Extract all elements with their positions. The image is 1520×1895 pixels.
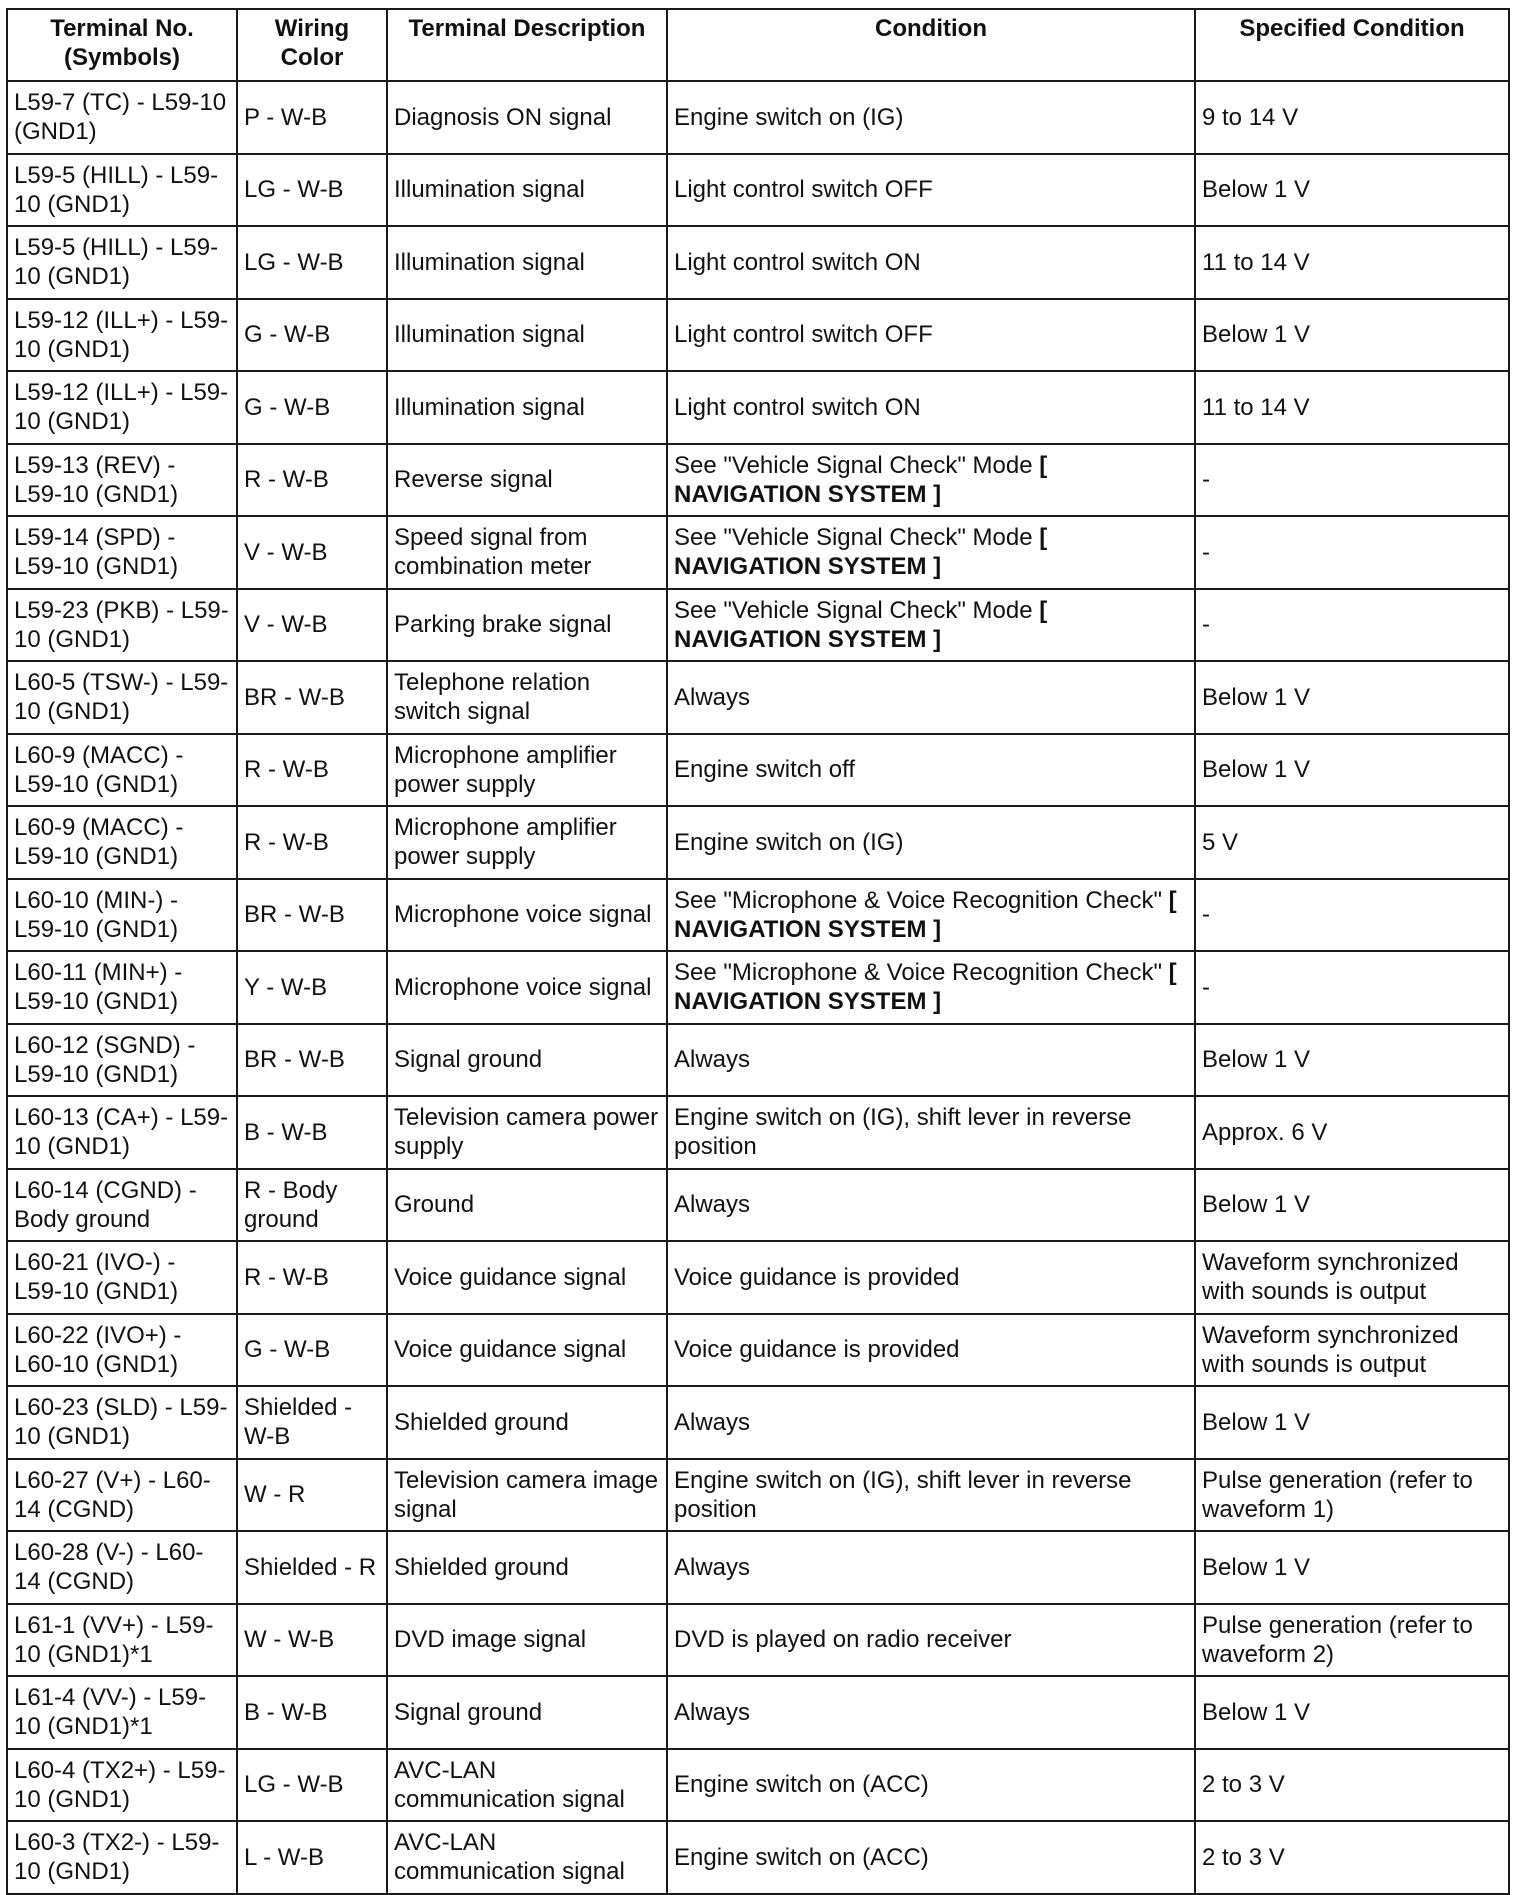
cell-wiring-color: G - W-B <box>237 299 387 372</box>
table-header <box>7 9 1509 81</box>
condition-text: Engine switch on (IG) <box>674 828 904 856</box>
cell-condition <box>667 734 1195 807</box>
condition-reference-link[interactable]: [ NAVIGATION SYSTEM ] <box>674 596 1048 653</box>
condition-text: Light control switch OFF <box>674 176 933 204</box>
table-row <box>7 516 1509 589</box>
header-terminal: Terminal No. (Symbols) <box>7 9 237 81</box>
terminal-specification-table <box>6 8 1510 1895</box>
table-row <box>7 1169 1509 1242</box>
cell-specified-condition: - <box>1195 589 1509 662</box>
cell-specified-condition: Below 1 V <box>1195 1531 1509 1604</box>
table-row <box>7 589 1509 662</box>
condition-text: Engine switch on (ACC) <box>674 1843 929 1871</box>
cell-terminal-description: Ground <box>387 1169 667 1242</box>
cell-condition <box>667 516 1195 589</box>
cell-terminal: L60-4 (TX2+) - L59-10 (GND1) <box>7 1749 237 1822</box>
table-row <box>7 1604 1509 1677</box>
cell-terminal: L60-11 (MIN+) - L59-10 (GND1) <box>7 951 237 1024</box>
cell-condition <box>667 1386 1195 1459</box>
cell-specified-condition: Pulse generation (refer to waveform 1) <box>1195 1459 1509 1532</box>
cell-wiring-color: BR - W-B <box>237 879 387 952</box>
cell-condition <box>667 299 1195 372</box>
cell-wiring-color: R - W-B <box>237 734 387 807</box>
cell-condition <box>667 1821 1195 1894</box>
condition-text: Light control switch ON <box>674 393 921 421</box>
cell-specified-condition: Below 1 V <box>1195 661 1509 734</box>
cell-terminal-description: Diagnosis ON signal <box>387 81 667 154</box>
cell-specified-condition: 11 to 14 V <box>1195 371 1509 444</box>
cell-terminal: L59-5 (HILL) - L59-10 (GND1) <box>7 226 237 299</box>
cell-terminal-description: Voice guidance signal <box>387 1314 667 1387</box>
cell-specified-condition: - <box>1195 879 1509 952</box>
cell-terminal: L59-7 (TC) - L59-10 (GND1) <box>7 81 237 154</box>
cell-terminal: L60-13 (CA+) - L59-10 (GND1) <box>7 1096 237 1169</box>
cell-specified-condition: 5 V <box>1195 806 1509 879</box>
table-row <box>7 1459 1509 1532</box>
cell-terminal: L60-23 (SLD) - L59-10 (GND1) <box>7 1386 237 1459</box>
cell-terminal: L60-12 (SGND) - L59-10 (GND1) <box>7 1024 237 1097</box>
cell-terminal-description: Television camera image signal <box>387 1459 667 1532</box>
condition-text: See "Vehicle Signal Check" Mode <box>674 451 1040 479</box>
cell-specified-condition: Waveform synchronized with sounds is output <box>1195 1314 1509 1387</box>
cell-terminal: L59-14 (SPD) - L59-10 (GND1) <box>7 516 237 589</box>
cell-condition <box>667 1459 1195 1532</box>
cell-condition <box>667 444 1195 517</box>
cell-wiring-color: B - W-B <box>237 1676 387 1749</box>
condition-text: See "Microphone & Voice Recognition Check" <box>674 959 1169 987</box>
cell-terminal-description: AVC-LAN communication signal <box>387 1821 667 1894</box>
cell-condition <box>667 806 1195 879</box>
condition-text: Always <box>674 1046 751 1074</box>
cell-wiring-color: P - W-B <box>237 81 387 154</box>
cell-specified-condition: - <box>1195 951 1509 1024</box>
cell-terminal-description: AVC-LAN communication signal <box>387 1749 667 1822</box>
cell-wiring-color: V - W-B <box>237 589 387 662</box>
condition-text: See "Microphone & Voice Recognition Check" <box>674 886 1169 914</box>
header-wiring-color: Wiring Color <box>237 9 387 81</box>
cell-specified-condition: - <box>1195 516 1509 589</box>
cell-terminal-description: Shielded ground <box>387 1531 667 1604</box>
cell-specified-condition: Approx. 6 V <box>1195 1096 1509 1169</box>
table-row <box>7 879 1509 952</box>
condition-text: Engine switch off <box>674 756 855 784</box>
cell-specified-condition: 11 to 14 V <box>1195 226 1509 299</box>
condition-text: Always <box>674 1191 751 1219</box>
condition-text: Voice guidance is provided <box>674 1336 960 1364</box>
table-row <box>7 371 1509 444</box>
cell-specified-condition: Below 1 V <box>1195 154 1509 227</box>
cell-condition <box>667 1676 1195 1749</box>
cell-terminal: L60-14 (CGND) - Body ground <box>7 1169 237 1242</box>
condition-text: Always <box>674 1553 751 1581</box>
cell-wiring-color: R - W-B <box>237 444 387 517</box>
condition-text: Always <box>674 1698 751 1726</box>
table-row <box>7 1386 1509 1459</box>
cell-condition <box>667 1531 1195 1604</box>
cell-wiring-color: Shielded - W-B <box>237 1386 387 1459</box>
condition-reference-link[interactable]: [ NAVIGATION SYSTEM ] <box>674 886 1177 943</box>
condition-text: See "Vehicle Signal Check" Mode <box>674 596 1040 624</box>
cell-wiring-color: R - W-B <box>237 806 387 879</box>
cell-wiring-color: R - W-B <box>237 1241 387 1314</box>
cell-terminal: L60-22 (IVO+) - L60-10 (GND1) <box>7 1314 237 1387</box>
cell-wiring-color: LG - W-B <box>237 1749 387 1822</box>
cell-terminal-description: Speed signal from combination meter <box>387 516 667 589</box>
table-row <box>7 1314 1509 1387</box>
cell-wiring-color: B - W-B <box>237 1096 387 1169</box>
condition-text: Always <box>674 683 751 711</box>
condition-reference-link[interactable]: [ NAVIGATION SYSTEM ] <box>674 524 1048 581</box>
cell-specified-condition: Below 1 V <box>1195 1676 1509 1749</box>
cell-condition <box>667 1169 1195 1242</box>
condition-text: Light control switch ON <box>674 248 921 276</box>
header-condition: Condition <box>667 9 1195 81</box>
condition-text: DVD is played on radio receiver <box>674 1626 1012 1654</box>
table-row <box>7 81 1509 154</box>
header-terminal-description: Terminal Description <box>387 9 667 81</box>
cell-terminal: L59-12 (ILL+) - L59-10 (GND1) <box>7 299 237 372</box>
cell-terminal-description: Microphone voice signal <box>387 879 667 952</box>
cell-terminal: L59-13 (REV) - L59-10 (GND1) <box>7 444 237 517</box>
cell-terminal: L61-4 (VV-) - L59-10 (GND1)*1 <box>7 1676 237 1749</box>
condition-text: Engine switch on (ACC) <box>674 1771 929 1799</box>
cell-wiring-color: Shielded - R <box>237 1531 387 1604</box>
cell-terminal-description: Microphone amplifier power supply <box>387 806 667 879</box>
cell-terminal: L60-28 (V-) - L60-14 (CGND) <box>7 1531 237 1604</box>
cell-terminal-description: Microphone voice signal <box>387 951 667 1024</box>
table-row <box>7 1749 1509 1822</box>
cell-specified-condition: - <box>1195 444 1509 517</box>
table-row <box>7 1821 1509 1894</box>
cell-wiring-color: Y - W-B <box>237 951 387 1024</box>
header-specified-condition: Specified Condition <box>1195 9 1509 81</box>
cell-specified-condition: Pulse generation (refer to waveform 2) <box>1195 1604 1509 1677</box>
cell-condition <box>667 371 1195 444</box>
cell-wiring-color: G - W-B <box>237 371 387 444</box>
table-row <box>7 734 1509 807</box>
cell-wiring-color: L - W-B <box>237 1821 387 1894</box>
cell-specified-condition: Below 1 V <box>1195 1386 1509 1459</box>
cell-terminal: L59-12 (ILL+) - L59-10 (GND1) <box>7 371 237 444</box>
condition-text: See "Vehicle Signal Check" Mode <box>674 524 1040 552</box>
cell-condition <box>667 1024 1195 1097</box>
cell-condition <box>667 1314 1195 1387</box>
header-row <box>7 9 1509 81</box>
cell-terminal: L60-10 (MIN-) - L59-10 (GND1) <box>7 879 237 952</box>
cell-wiring-color: W - R <box>237 1459 387 1532</box>
cell-condition <box>667 81 1195 154</box>
cell-wiring-color: G - W-B <box>237 1314 387 1387</box>
cell-terminal-description: Reverse signal <box>387 444 667 517</box>
cell-terminal-description: Signal ground <box>387 1676 667 1749</box>
cell-terminal-description: DVD image signal <box>387 1604 667 1677</box>
condition-text: Engine switch on (IG) <box>674 103 904 131</box>
cell-specified-condition: 2 to 3 V <box>1195 1821 1509 1894</box>
cell-terminal: L60-21 (IVO-) - L59-10 (GND1) <box>7 1241 237 1314</box>
cell-condition <box>667 1604 1195 1677</box>
cell-terminal-description: Illumination signal <box>387 299 667 372</box>
cell-terminal-description: Illumination signal <box>387 154 667 227</box>
table-row <box>7 1531 1509 1604</box>
cell-terminal-description: Illumination signal <box>387 226 667 299</box>
cell-terminal-description: Parking brake signal <box>387 589 667 662</box>
cell-condition <box>667 951 1195 1024</box>
table-row <box>7 1096 1509 1169</box>
cell-wiring-color: W - W-B <box>237 1604 387 1677</box>
condition-text: Light control switch OFF <box>674 321 933 349</box>
condition-text: Voice guidance is provided <box>674 1263 960 1291</box>
table-row <box>7 806 1509 879</box>
table-row <box>7 444 1509 517</box>
condition-text: Engine switch on (IG), shift lever in reverse position <box>674 1104 1132 1161</box>
cell-specified-condition: Below 1 V <box>1195 734 1509 807</box>
cell-wiring-color: BR - W-B <box>237 1024 387 1097</box>
cell-condition <box>667 661 1195 734</box>
cell-specified-condition: 9 to 14 V <box>1195 81 1509 154</box>
cell-wiring-color: R - Body ground <box>237 1169 387 1242</box>
cell-specified-condition: Below 1 V <box>1195 299 1509 372</box>
table-body <box>7 81 1509 1894</box>
cell-condition <box>667 154 1195 227</box>
table-row <box>7 951 1509 1024</box>
cell-terminal: L59-23 (PKB) - L59-10 (GND1) <box>7 589 237 662</box>
table-row <box>7 661 1509 734</box>
cell-terminal-description: Illumination signal <box>387 371 667 444</box>
table-row <box>7 299 1509 372</box>
cell-wiring-color: BR - W-B <box>237 661 387 734</box>
table-row <box>7 1024 1509 1097</box>
condition-text: Engine switch on (IG), shift lever in reverse position <box>674 1466 1132 1523</box>
cell-terminal-description: Television camera power supply <box>387 1096 667 1169</box>
cell-specified-condition: Below 1 V <box>1195 1024 1509 1097</box>
cell-terminal: L60-3 (TX2-) - L59-10 (GND1) <box>7 1821 237 1894</box>
table-row <box>7 1676 1509 1749</box>
cell-terminal-description: Telephone relation switch signal <box>387 661 667 734</box>
cell-specified-condition: Below 1 V <box>1195 1169 1509 1242</box>
table-row <box>7 154 1509 227</box>
cell-condition <box>667 589 1195 662</box>
cell-condition <box>667 1096 1195 1169</box>
cell-wiring-color: LG - W-B <box>237 154 387 227</box>
cell-condition <box>667 226 1195 299</box>
cell-terminal: L60-5 (TSW-) - L59-10 (GND1) <box>7 661 237 734</box>
condition-reference-link[interactable]: [ NAVIGATION SYSTEM ] <box>674 959 1177 1016</box>
cell-specified-condition: Waveform synchronized with sounds is output <box>1195 1241 1509 1314</box>
cell-terminal-description: Signal ground <box>387 1024 667 1097</box>
cell-condition <box>667 1241 1195 1314</box>
table-row <box>7 1241 1509 1314</box>
cell-terminal: L60-9 (MACC) - L59-10 (GND1) <box>7 806 237 879</box>
cell-specified-condition: 2 to 3 V <box>1195 1749 1509 1822</box>
cell-terminal-description: Microphone amplifier power supply <box>387 734 667 807</box>
table-row <box>7 226 1509 299</box>
cell-wiring-color: LG - W-B <box>237 226 387 299</box>
cell-terminal-description: Voice guidance signal <box>387 1241 667 1314</box>
cell-terminal: L60-27 (V+) - L60-14 (CGND) <box>7 1459 237 1532</box>
condition-text: Always <box>674 1408 751 1436</box>
cell-wiring-color: V - W-B <box>237 516 387 589</box>
cell-condition <box>667 879 1195 952</box>
cell-condition <box>667 1749 1195 1822</box>
cell-terminal-description: Shielded ground <box>387 1386 667 1459</box>
cell-terminal: L60-9 (MACC) - L59-10 (GND1) <box>7 734 237 807</box>
cell-terminal: L61-1 (VV+) - L59-10 (GND1)*1 <box>7 1604 237 1677</box>
cell-terminal: L59-5 (HILL) - L59-10 (GND1) <box>7 154 237 227</box>
condition-reference-link[interactable]: [ NAVIGATION SYSTEM ] <box>674 451 1048 508</box>
